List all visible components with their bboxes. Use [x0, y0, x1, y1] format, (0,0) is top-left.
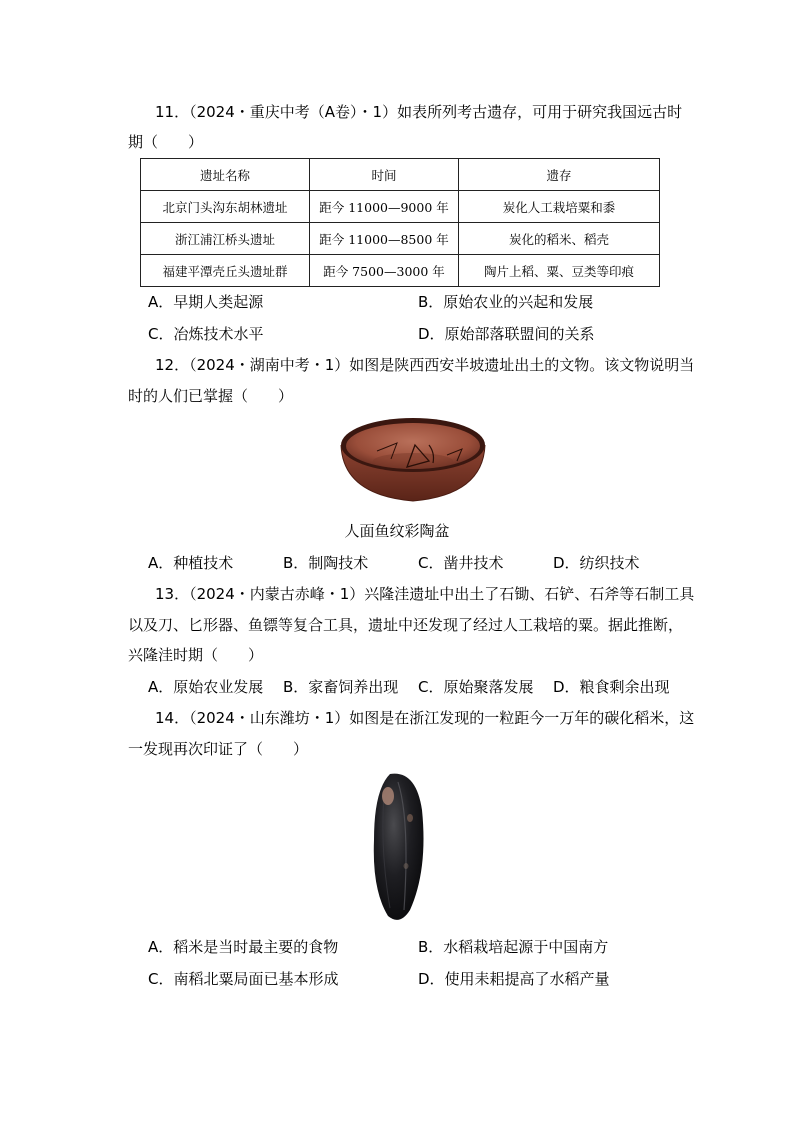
q12-option-c[interactable]: C．凿井技术 [418, 554, 504, 572]
table-header-cell: 遗存 [459, 159, 660, 191]
table-cell: 距今 11000—8500 年 [310, 223, 459, 255]
table-row [141, 223, 660, 255]
table-cell: 北京门头沟东胡林遗址 [141, 191, 310, 223]
table-cell: 浙江浦江桥头遗址 [141, 223, 310, 255]
table-cell: 陶片上稻、粟、豆类等印痕 [459, 255, 660, 287]
painted-pottery-bowl-image [337, 415, 489, 503]
q12-image-caption: 人面鱼纹彩陶盆 [344, 522, 450, 540]
table-cell: 距今 11000—9000 年 [310, 191, 459, 223]
q13-option-c[interactable]: C．原始聚落发展 [418, 678, 534, 696]
q11-option-a[interactable]: A．早期人类起源 [148, 293, 264, 311]
q14-option-c[interactable]: C．南稻北粟局面已基本形成 [148, 970, 339, 988]
q13-stem-line3: 兴隆洼时期（ ） [128, 646, 264, 664]
q13-stem-line1: 13．（2024・内蒙古赤峰・1）兴隆洼遗址中出土了石锄、石铲、石斧等石制工具 [155, 585, 695, 603]
q12-stem-line1: 12．（2024・湖南中考・1）如图是陕西西安半坡遗址出土的文物。该文物说明当 [155, 356, 695, 374]
q13-option-b[interactable]: B．家畜饲养出现 [283, 678, 399, 696]
q12-option-d[interactable]: D．纺织技术 [553, 554, 640, 572]
q14-stem-line1: 14．（2024・山东潍坊・1）如图是在浙江发现的一粒距今一万年的碳化稻米，这 [155, 709, 695, 727]
q11-option-b[interactable]: B．原始农业的兴起和发展 [418, 293, 594, 311]
q11-stem-line2: 期（ ） [128, 133, 204, 151]
q13-option-a[interactable]: A．原始农业发展 [148, 678, 264, 696]
q14-stem-line2: 一发现再次印证了（ ） [128, 740, 309, 758]
table-header-row [141, 159, 660, 191]
q13-option-d[interactable]: D．粮食剩余出现 [553, 678, 670, 696]
table-header-cell: 遗址名称 [141, 159, 310, 191]
q12-stem-line2: 时的人们已掌握（ ） [128, 387, 294, 405]
carbonized-rice-grain-image [370, 770, 426, 924]
table-cell: 福建平潭壳丘头遗址群 [141, 255, 310, 287]
q12-option-a[interactable]: A．种植技术 [148, 554, 234, 572]
table-cell: 炭化人工栽培粟和黍 [459, 191, 660, 223]
table-row [141, 255, 660, 287]
table-header-cell: 时间 [310, 159, 459, 191]
q11-sites-table [140, 158, 660, 287]
q11-option-c[interactable]: C．冶炼技术水平 [148, 325, 264, 343]
table-cell: 距今 7500—3000 年 [310, 255, 459, 287]
q14-option-d[interactable]: D．使用耒耜提高了水稻产量 [418, 970, 610, 988]
q14-option-b[interactable]: B．水稻栽培起源于中国南方 [418, 938, 609, 956]
q14-option-a[interactable]: A．稻米是当时最主要的食物 [148, 938, 339, 956]
table-cell: 炭化的稻米、稻壳 [459, 223, 660, 255]
q12-option-b[interactable]: B．制陶技术 [283, 554, 369, 572]
table-row [141, 191, 660, 223]
q11-option-d[interactable]: D．原始部落联盟间的关系 [418, 325, 595, 343]
q11-stem-line1: 11．（2024・重庆中考（A卷）・1）如表所列考古遗存，可用于研究我国远古时 [155, 103, 683, 121]
q13-stem-line2: 以及刀、匕形器、鱼镖等复合工具，遗址中还发现了经过人工栽培的粟。据此推断， [128, 616, 684, 634]
